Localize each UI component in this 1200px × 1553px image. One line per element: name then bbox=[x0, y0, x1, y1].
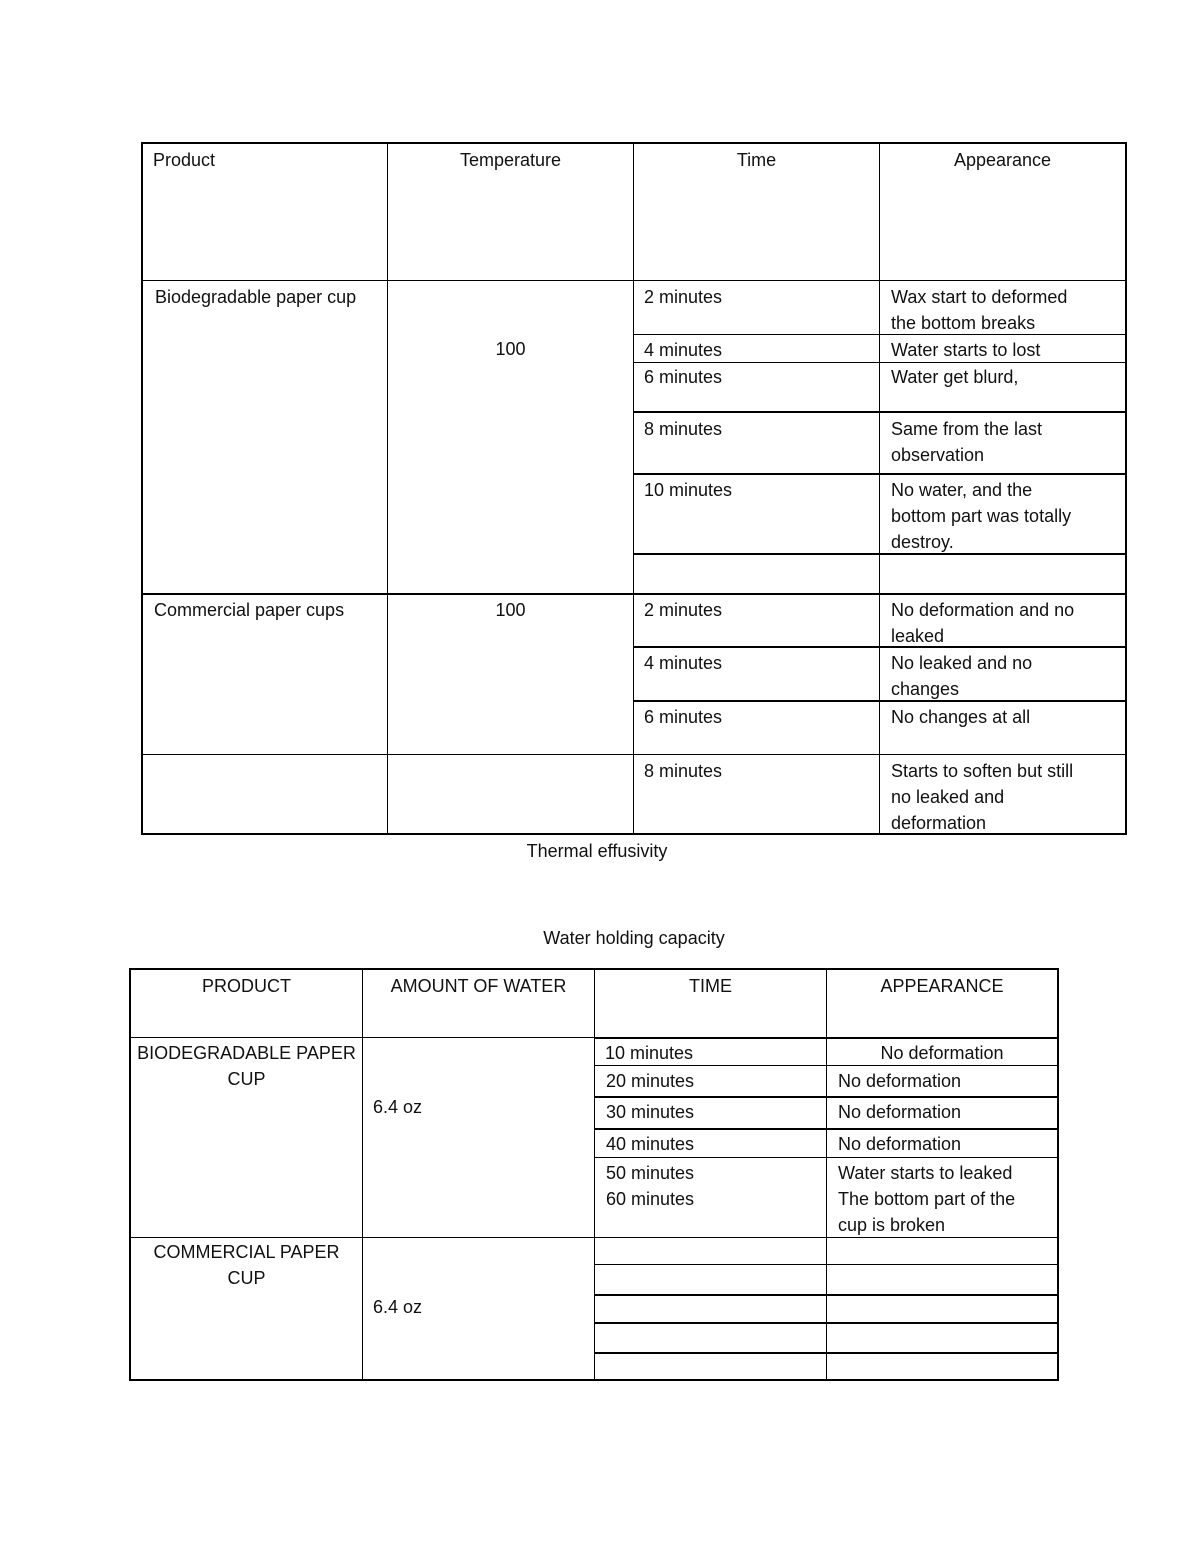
product-cell bbox=[141, 280, 388, 594]
appearance-value: No leaked and no changes bbox=[891, 653, 1033, 699]
time-cell bbox=[594, 1237, 827, 1265]
header-label: Appearance bbox=[953, 150, 1052, 170]
header-label: PRODUCT bbox=[202, 976, 291, 996]
time-value: 20 minutes bbox=[606, 1071, 695, 1091]
time-cell bbox=[633, 647, 880, 702]
appearance-value: No deformation bbox=[838, 1134, 962, 1154]
appearance-cell bbox=[879, 593, 1127, 648]
table-caption: Thermal effusivity bbox=[526, 841, 668, 861]
appearance-cell bbox=[879, 280, 1127, 335]
appearance-value: No deformation and no leaked bbox=[891, 600, 1075, 646]
table-header-temperature bbox=[387, 142, 634, 281]
time-value: 10 minutes bbox=[605, 1043, 694, 1063]
appearance-value: No water, and the bottom part was totally destroy. bbox=[891, 480, 1072, 552]
temperature-cell bbox=[387, 593, 634, 755]
time-cell bbox=[633, 280, 880, 335]
time-cell bbox=[594, 1129, 827, 1158]
time-cell bbox=[633, 474, 880, 555]
product-label: Commercial paper cups bbox=[154, 600, 345, 620]
product-cell bbox=[141, 593, 388, 755]
table-header-time bbox=[633, 142, 880, 281]
temperature-value: 100 bbox=[495, 339, 526, 359]
temperature-cell bbox=[387, 754, 634, 835]
amount-cell bbox=[362, 1037, 595, 1238]
appearance-value: No deformation bbox=[880, 1043, 1004, 1063]
time-value: 4 minutes bbox=[644, 340, 723, 360]
header-label: Product bbox=[153, 150, 216, 170]
time-value: 10 minutes bbox=[644, 480, 733, 500]
product-label: COMMERCIAL PAPER CUP bbox=[153, 1242, 340, 1288]
appearance-value: Wax start to deformed the bottom breaks bbox=[891, 287, 1068, 333]
table-header-time bbox=[594, 968, 827, 1039]
appearance-cell bbox=[826, 1264, 1059, 1296]
appearance-cell bbox=[826, 1065, 1059, 1098]
temperature-cell bbox=[387, 280, 634, 594]
time-value: 8 minutes bbox=[644, 419, 723, 439]
appearance-cell bbox=[826, 1129, 1059, 1158]
appearance-value: Water get blurd, bbox=[891, 367, 1019, 387]
appearance-cell bbox=[826, 1097, 1059, 1130]
time-cell bbox=[633, 362, 880, 413]
appearance-cell bbox=[826, 1237, 1059, 1265]
appearance-value: No changes at all bbox=[891, 707, 1031, 727]
table-header-appearance bbox=[826, 968, 1059, 1039]
time-cell bbox=[594, 1352, 827, 1381]
product-label: Biodegradable paper cup bbox=[155, 287, 357, 307]
time-cell bbox=[633, 554, 880, 594]
amount-cell bbox=[362, 1237, 595, 1381]
appearance-cell bbox=[879, 474, 1127, 555]
table-header-product bbox=[141, 142, 388, 281]
appearance-value: No deformation bbox=[838, 1102, 962, 1122]
time-cell bbox=[594, 1264, 827, 1296]
appearance-value: Water starts to leaked The bottom part of the cup is broken bbox=[838, 1163, 1016, 1235]
appearance-cell bbox=[826, 1295, 1059, 1324]
header-label: TIME bbox=[689, 976, 732, 996]
time-value: 6 minutes bbox=[644, 367, 723, 387]
appearance-cell bbox=[826, 1352, 1059, 1381]
temperature-value: 100 bbox=[495, 600, 526, 620]
product-cell bbox=[129, 1037, 363, 1238]
time-cell bbox=[594, 1097, 827, 1130]
table-header-appearance bbox=[879, 142, 1127, 281]
table-header-product bbox=[129, 968, 363, 1039]
table-header-amount bbox=[362, 968, 595, 1039]
time-cell bbox=[633, 593, 880, 648]
appearance-cell bbox=[826, 1157, 1059, 1238]
appearance-cell bbox=[879, 754, 1127, 835]
time-cell bbox=[594, 1157, 827, 1238]
time-cell bbox=[633, 754, 880, 835]
product-cell bbox=[141, 754, 388, 835]
time-cell bbox=[633, 334, 880, 363]
time-value: 50 minutes 60 minutes bbox=[606, 1163, 695, 1209]
time-value: 30 minutes bbox=[606, 1102, 695, 1122]
header-label: APPEARANCE bbox=[880, 976, 1004, 996]
time-value: 40 minutes bbox=[606, 1134, 695, 1154]
appearance-cell bbox=[879, 554, 1127, 594]
time-value: 8 minutes bbox=[644, 761, 723, 781]
time-value: 6 minutes bbox=[644, 707, 723, 727]
appearance-value: Same from the last observation bbox=[891, 419, 1043, 465]
header-label: Time bbox=[736, 150, 777, 170]
header-label: AMOUNT OF WATER bbox=[390, 976, 567, 996]
time-cell bbox=[594, 1295, 827, 1324]
appearance-cell bbox=[826, 1323, 1059, 1354]
amount-value: 6.4 oz bbox=[373, 1097, 423, 1117]
header-label: Temperature bbox=[459, 150, 562, 170]
time-cell bbox=[633, 701, 880, 755]
time-value: 2 minutes bbox=[644, 600, 723, 620]
amount-value: 6.4 oz bbox=[373, 1297, 423, 1317]
time-cell bbox=[633, 412, 880, 475]
time-value: 4 minutes bbox=[644, 653, 723, 673]
appearance-cell bbox=[879, 334, 1127, 363]
time-cell bbox=[594, 1037, 827, 1066]
appearance-cell bbox=[879, 362, 1127, 413]
appearance-value: No deformation bbox=[838, 1071, 962, 1091]
appearance-cell bbox=[879, 701, 1127, 755]
appearance-cell bbox=[879, 647, 1127, 702]
appearance-value: Starts to soften but still no leaked and deformation bbox=[891, 761, 1074, 833]
table-title: Water holding capacity bbox=[543, 928, 725, 948]
time-value: 2 minutes bbox=[644, 287, 723, 307]
appearance-cell bbox=[826, 1037, 1059, 1066]
product-label: BIODEGRADABLE PAPER CUP bbox=[137, 1043, 356, 1089]
appearance-value: Water starts to lost bbox=[891, 340, 1041, 360]
time-cell bbox=[594, 1065, 827, 1098]
product-cell bbox=[129, 1237, 363, 1381]
time-cell bbox=[594, 1323, 827, 1354]
appearance-cell bbox=[879, 412, 1127, 475]
